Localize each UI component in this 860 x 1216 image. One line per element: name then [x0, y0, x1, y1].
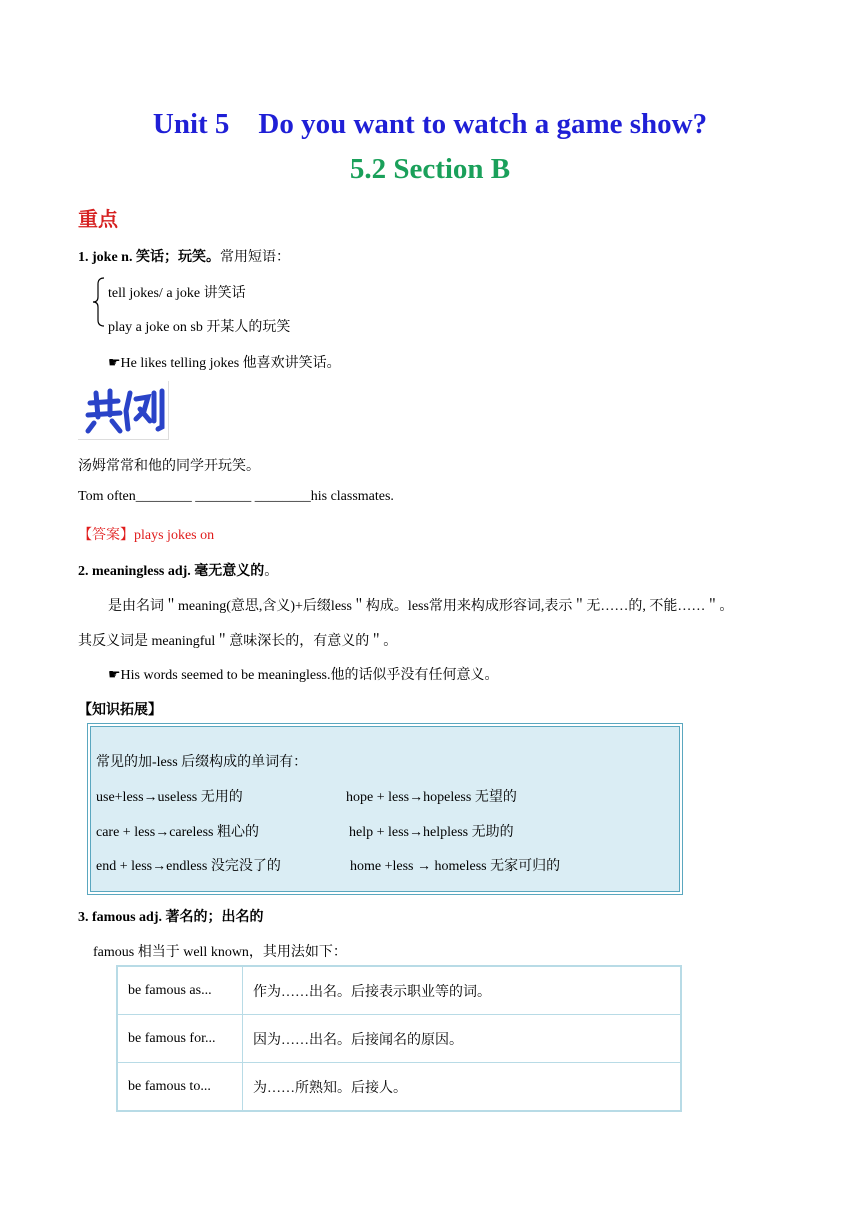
item3-intro: famous 相当于 well known，其用法如下： — [93, 945, 347, 960]
table-row — [117, 966, 681, 1015]
table-row — [117, 1015, 681, 1063]
section-title: 5.2 Section B — [349, 153, 511, 185]
table-cell-phrase: be famous to... — [117, 1063, 243, 1112]
item2-paragraph-line1: 是由名词＂meaning(意思,含义)+后缀less＂构成。less常用来构成形容词,表示＂无……的, 不能……＂。 — [108, 599, 734, 614]
table-cell-meaning: 作为……出名。后接表示职业等的词。 — [243, 966, 682, 1015]
keypoints-heading: 重点 — [78, 207, 118, 231]
item2-example: ☛His words seemed to be meaningless.他的话似乎没有任何意义。 — [108, 668, 499, 683]
extension-intro: 常见的加-less 后缀构成的单词有： — [96, 755, 308, 770]
table-cell-phrase: be famous for... — [117, 1015, 243, 1063]
item1-heading-rest: 常用短语： — [219, 250, 290, 265]
document-title: Unit 5 Do you want to watch a game show? — [152, 108, 708, 140]
item1-answer: 【答案】plays jokes on — [78, 528, 215, 543]
phrase-play-a-joke: play a joke on sb 开某人的玩笑 — [108, 320, 291, 335]
extension-row-left: end + less→endless 没完没了的 — [96, 859, 281, 874]
extension-row-right: help + less→helpless 无助的 — [349, 825, 514, 840]
item1-heading — [78, 246, 290, 266]
famous-usage-table — [116, 965, 682, 1112]
table-row — [117, 1063, 681, 1112]
extension-row-right: hope + less→hopeless 无望的 — [346, 790, 517, 805]
table-cell-meaning: 因为……出名。后接闻名的原因。 — [243, 1015, 682, 1063]
item3-heading: 3. famous adj. 著名的；出名的 — [78, 910, 264, 925]
item1-example: ☛He likes telling jokes 他喜欢讲笑话。 — [108, 356, 341, 371]
table-cell-phrase: be famous as... — [117, 966, 243, 1015]
item1-heading-bold: 1. joke n. 笑话；玩笑。 — [78, 250, 220, 265]
extension-row-left: use+less→useless 无用的 — [96, 790, 243, 805]
example-stamp-image — [78, 381, 169, 440]
item2-paragraph-line2: 其反义词是 meaningful＂意味深长的，有意义的＂。 — [78, 634, 398, 649]
item2-heading-bold: 2. meaningless adj. 毫无意义的 — [78, 564, 265, 579]
phrase-tell-jokes: tell jokes/ a joke 讲笑话 — [108, 286, 246, 301]
item2-heading — [78, 560, 278, 580]
item1-exercise-chinese: 汤姆常常和他的同学开玩笑。 — [78, 459, 260, 474]
example-stamp-icon — [78, 381, 168, 439]
item2-heading-rest: 。 — [264, 564, 279, 579]
extension-heading: 【知识拓展】 — [78, 703, 162, 718]
extension-row-right: home +less → homeless 无家可归的 — [350, 859, 561, 874]
item1-exercise-english: Tom often________ ________ ________his classmates. — [78, 489, 394, 504]
extension-row-left: care + less→careless 粗心的 — [96, 825, 260, 840]
extension-box — [87, 723, 683, 895]
table-cell-meaning: 为……所熟知。后接人。 — [243, 1063, 682, 1112]
brace-icon — [92, 277, 106, 327]
